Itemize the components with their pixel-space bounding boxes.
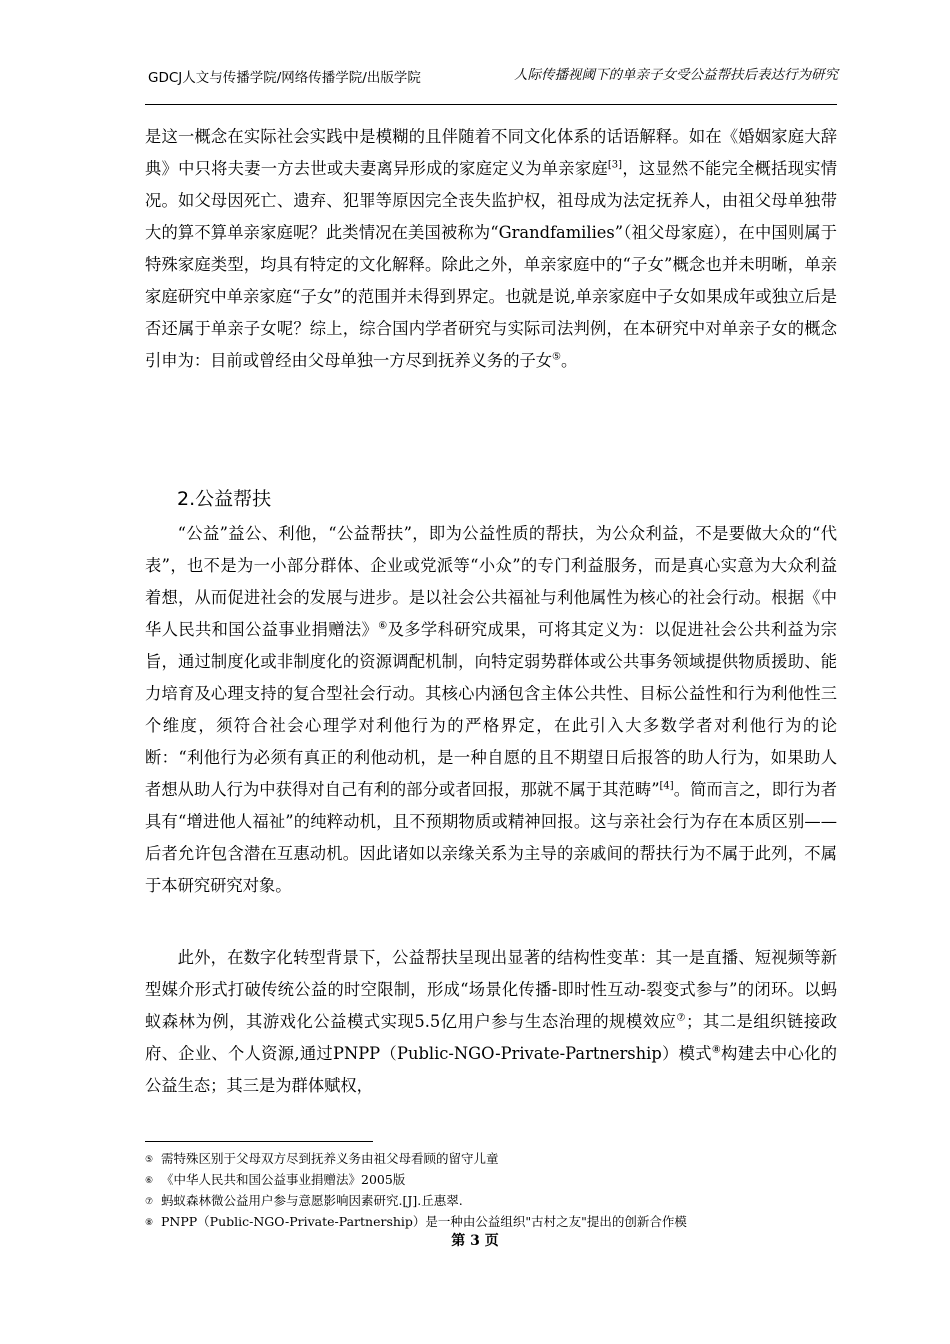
footnote-mark: ⑦ xyxy=(145,1197,154,1207)
citation-ref: [3] xyxy=(607,159,623,171)
footnote-divider xyxy=(145,1141,373,1142)
citation-ref: [4] xyxy=(659,780,674,792)
footnote-text: PNPP（Public-NGO-Private-Partnership）是一种由公益组织"古村之友"提出的创新合作模 xyxy=(161,1214,687,1229)
footnote-marker: ⑥ xyxy=(378,620,388,632)
footnote-mark: ⑧ xyxy=(145,1218,154,1228)
paragraph-charity-definition xyxy=(145,518,837,902)
paragraph-text: 此外，在数字化转型背景下，公益帮扶呈现出显著的结构性变革：其一是直播、短视频等新型媒介形式打破传统公益的时空限制，形成“场景化传播-即时性互动-裂变式参与”的闭环。以蚂蚁森林为例，其游戏化公益模式实现5.5亿用户参与生态治理的规模效应 xyxy=(145,948,837,1031)
footnote-text: 需特殊区别于父母双方尽到抚养义务由祖父母看顾的留守儿童 xyxy=(161,1151,499,1166)
header-divider xyxy=(145,104,837,105)
footnote xyxy=(145,1170,845,1191)
footnote-marker: ⑧ xyxy=(711,1044,722,1056)
paragraph-text: 构建去中心化的公益生态；其三是为群体赋权， xyxy=(145,1044,837,1095)
paragraph-digital-transformation xyxy=(145,942,837,1102)
footnote-marker: ⑦ xyxy=(676,1012,687,1024)
footnotes xyxy=(145,1149,845,1233)
paragraph-text: 。简而言之，即行为者具有“增进他人福祉”的纯粹动机，且不预期物质或精神回报。这与亲社会行为存在本质区别——后者允许包含潜在互惠动机。因此诸如以亲缘关系为主导的亲戚间的帮扶行为不属于此列，不属于本研究研究对象。 xyxy=(145,780,837,895)
paragraph-text: 。 xyxy=(561,351,578,370)
paragraph-text: ，这显然不能完全概括现实情况。如父母因死亡、遗弃、犯罪等原因完全丧失监护权，祖母成为法定抚养人，由祖父母单独带大的算不算单亲家庭呢？此类情况在美国被称为“Grandfamilies”（祖父母家庭），在中国则属于特殊家庭类型，均具有特定的文化解释。除此之外，单亲家庭中的“子女”概念也并未明晰，单亲家庭研究中单亲家庭“子女”的范围并未得到界定。也就是说,单亲家庭中子女如果成年或独立后是否还属于单亲子女呢？综上，综合国内学者研究与实际司法判例，在本研究中对单亲子女的概念引申为：目前或曾经由父母单独一方尽到抚养义务的子女 xyxy=(145,159,837,370)
section-heading: 2.公益帮扶 xyxy=(177,488,272,510)
page-number: 第 3 页 xyxy=(451,1233,499,1249)
paragraph-text: ；其二是组织链接政府、企业、个人资源,通过PNPP（Public-NGO-Private-Partnership）模式 xyxy=(145,1012,837,1063)
header-institution: GDCJ人文与传播学院/网络传播学院/出版学院 xyxy=(148,70,421,86)
paragraph-text: 是这一概念在实际社会实践中是模糊的且伴随着不同文化体系的话语解释。如在《婚姻家庭大辞典》中只将夫妻一方去世或夫妻离异形成的家庭定义为单亲家庭 xyxy=(145,127,837,178)
paragraph-text: 及多学科研究成果，可将其定义为：以促进社会公共利益为宗旨，通过制度化或非制度化的资源调配机制，向特定弱势群体或公共事务领域提供物质援助、能力培育及心理支持的复合型社会行动。其核心内涵包含主体公共性、目标公益性和行为利他性三个维度，须符合社会心理学对利他行为的严格界定，在此引入大多数学者对利他行为的论断：“利他行为必须有真正的利他动机，是一种自愿的且不期望日后报答的助人行为，如果助人者想从助人行为中获得对自己有利的部分或者回报，那就不属于其范畴” xyxy=(145,620,837,799)
paragraph-single-parent-definition xyxy=(145,121,837,377)
header-paper-title: 人际传播视阈下的单亲子女受公益帮扶后表达行为研究 xyxy=(514,67,838,83)
footnote-text: 蚂蚁森林微公益用户参与意愿影响因素研究.[J].丘惠翠. xyxy=(161,1193,463,1208)
footnote-mark: ⑥ xyxy=(145,1176,154,1186)
footnote-mark: ⑤ xyxy=(145,1155,154,1165)
footnote-text: 《中华人民共和国公益事业捐赠法》2005版 xyxy=(161,1172,406,1187)
footnote-marker: ⑤ xyxy=(552,351,562,363)
paragraph-text: “公益”益公、利他，“公益帮扶”，即为公益性质的帮扶，为公众利益，不是要做大众的“代表”，也不是为一小部分群体、企业或党派等“小众”的专门利益服务，而是真心实意为大众利益着想，从而促进社会的发展与进步。是以社会公共福祉与利他属性为核心的社会行动。根据《中华人民共和国公益事业捐赠法》 xyxy=(145,524,837,639)
footnote xyxy=(145,1149,845,1170)
footnote xyxy=(145,1191,845,1212)
